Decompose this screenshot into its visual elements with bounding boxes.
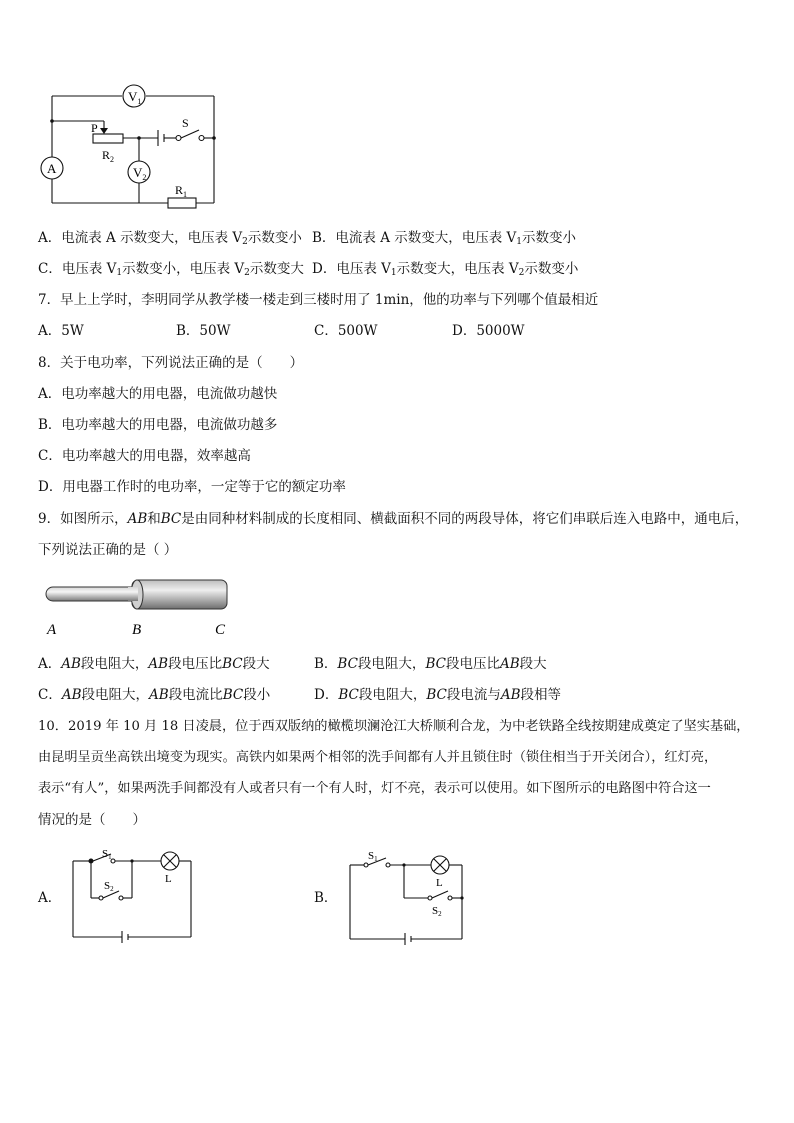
point-a-label: A	[47, 622, 57, 638]
p-label: P	[91, 121, 98, 135]
q10a-s2-label: S2	[104, 880, 114, 893]
q8-option-a: A．电功率越大的用电器，电流做功越快	[38, 386, 278, 402]
v1-label: $V_1$	[128, 89, 142, 106]
point-b-label: B	[132, 622, 142, 638]
conductor-figure-q9	[0, 570, 794, 645]
s-label: S	[182, 116, 189, 130]
q10b-s1-label: S1	[368, 850, 378, 863]
q7-option-a: A．5W	[38, 323, 84, 339]
q6-option-a: A．电流表 A 示数变大，电压表 $V_2$示数变小	[38, 230, 302, 247]
q7-stem: 7．早上上学时，李明同学从教学楼一楼走到三楼时用了 1min，他的功率与下列哪个值最相近	[38, 292, 599, 308]
q6-option-c: C．电压表 $V_1$示数变小，电压表 $V_2$示数变大	[38, 261, 304, 278]
q9-option-c: C．AB段电阻大，AB段电流比BC段小	[38, 687, 271, 703]
r1-label: $R_1$	[175, 183, 188, 199]
q10-stem-line2: 由昆明呈贡坐高铁出境变为现实。高铁内如果两个相邻的洗手间都有人并且锁住时（锁住相当于开关闭合），红灯亮，	[38, 750, 718, 765]
v2-label: $V_2$	[133, 165, 147, 182]
q10-option-a-label: A．	[38, 890, 62, 906]
q10b-s2-label: S2	[432, 905, 442, 918]
q9-option-b: B．BC段电阻大，BC段电压比AB段大	[314, 656, 547, 672]
q8-stem: 8．关于电功率，下列说法正确的是（ ）	[38, 355, 304, 371]
q6-option-b: B．电流表 A 示数变大，电压表 $V_1$示数变小	[312, 230, 577, 247]
q9-option-d: D．BC段电阻大，BC段电流与AB段相等	[314, 687, 562, 703]
q10-stem-line3: 表示“有人”，如果两洗手间都没有人或者只有一个有人时，灯不亮，表示可以使用。如下图所示的电路图中符合这一	[38, 781, 711, 796]
q10b-lamp-label: L	[436, 877, 443, 889]
q10-circuit-b	[0, 840, 794, 950]
q9-stem-line1: 9．如图所示，AB和BC是由同种材料制成的长度相同、横截面积不同的两段导体，将它们串联后连入电路中，通电后，	[38, 511, 749, 527]
q9-stem-line2: 下列说法正确的是（ ）	[38, 542, 178, 558]
r2-label: $R_2$	[102, 148, 115, 164]
q7-option-b: B．50W	[176, 323, 231, 339]
q8-option-d: D．用电器工作时的电功率，一定等于它的额定功率	[38, 479, 346, 495]
point-c-label: C	[215, 622, 226, 638]
q8-option-c: C．电功率越大的用电器，效率越高	[38, 448, 251, 464]
q10-option-b-label: B．	[314, 890, 338, 906]
q7-option-d: D．5000W	[452, 323, 525, 339]
q10a-s1-label: S1	[102, 848, 112, 861]
q7-option-c: C．500W	[314, 323, 378, 339]
q10a-lamp-label: L	[165, 873, 172, 885]
circuit-diagram-q6	[0, 0, 794, 220]
q10-stem-line1: 10．2019 年 10 月 18 日凌晨，位于西双版纳的橄榄坝澜沧江大桥顺利合龙，为中老铁路全线按期建成奠定了坚实基础，	[38, 719, 750, 734]
q9-option-a: A．AB段电阻大，AB段电压比BC段大	[38, 656, 270, 672]
q6-option-d: D．电压表 $V_1$示数变大，电压表 $V_2$示数变小	[312, 261, 579, 278]
q8-option-b: B．电功率越大的用电器，电流做功越多	[38, 417, 278, 433]
q10-stem-line4: 情况的是（ ）	[38, 812, 146, 828]
ammeter-label: A	[47, 161, 57, 176]
